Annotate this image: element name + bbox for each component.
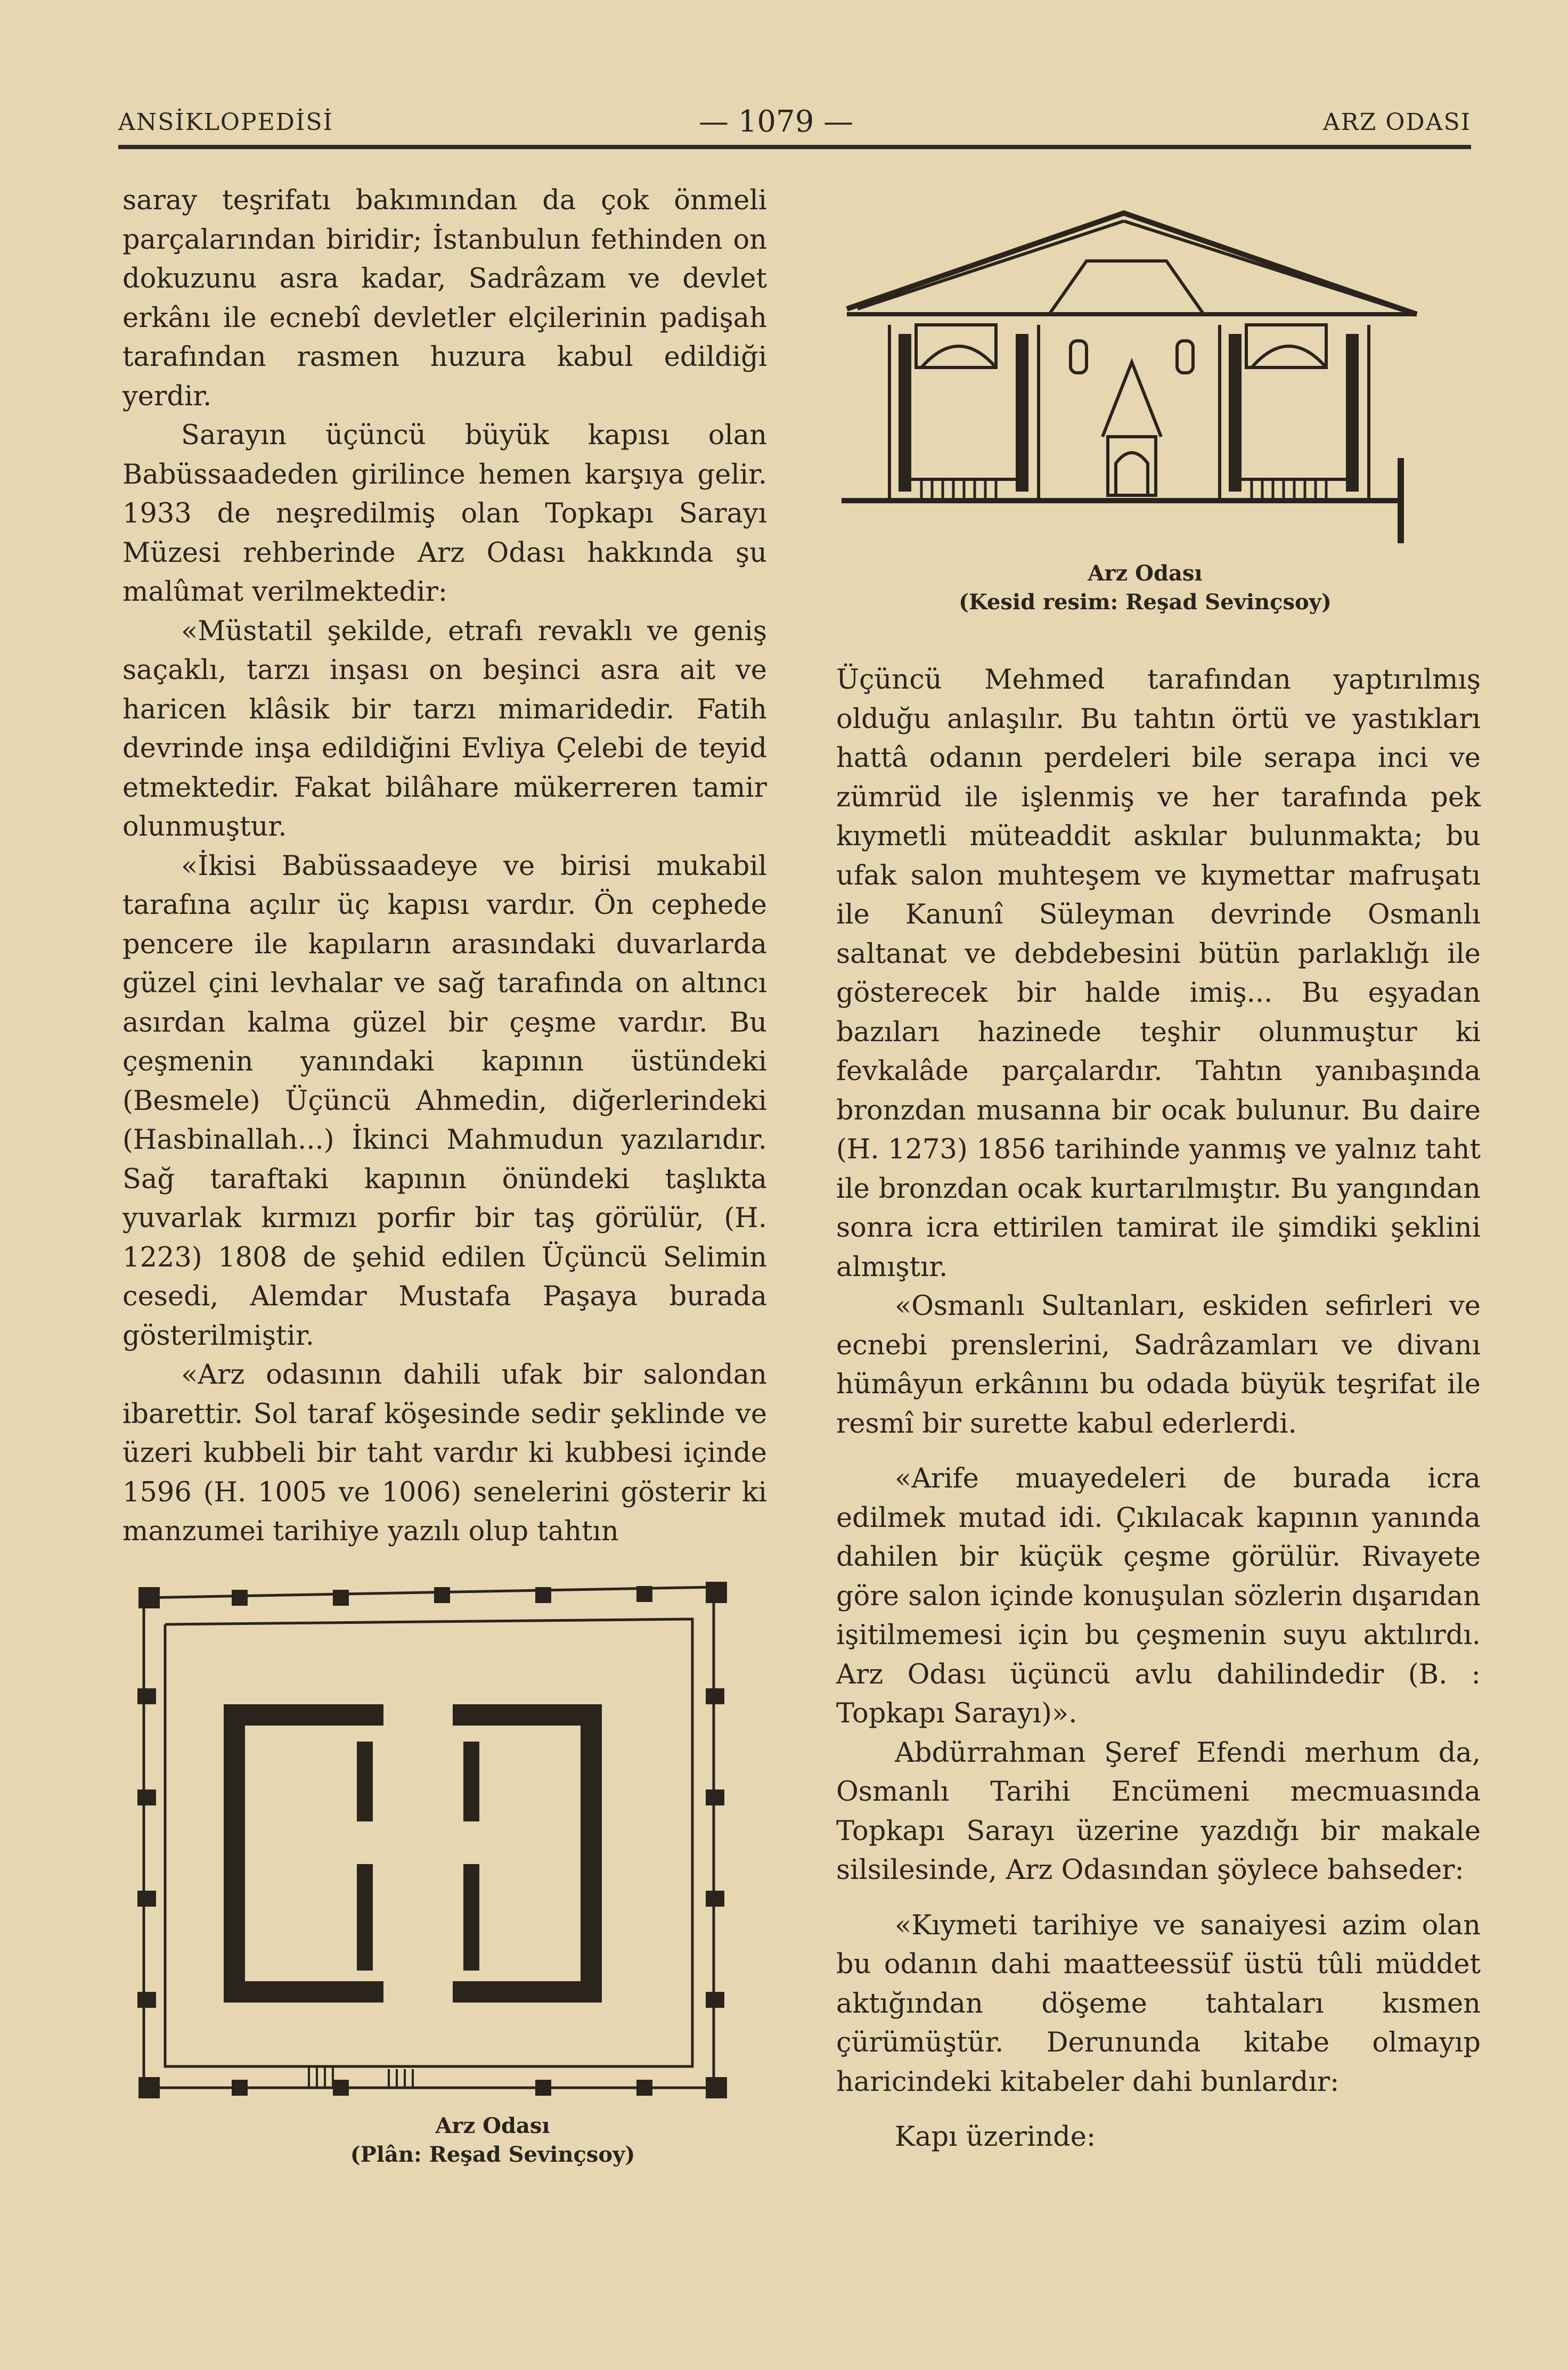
section-drawing-svg	[836, 202, 1438, 549]
paragraph: «İkisi Babüssaadeye ve birisi mukabil tarafına açılır üç kapısı vardır. Ön cephede pencere ile kapıların arasındaki duvarlarda güzel çini levhalar ve sağ tarafında on altıncı asırdan kalma güzel bir çeşme vardır. Bu çeşmenin yanındaki kapının üstündeki (Besmele) Üçüncü Ahmedin, diğerlerindeki (Hasbinallah...) İkinci Mahmudun yazılarıdır. Sağ taraftaki kapının önündeki taşlıkta yuvarlak kırmızı porfir bir taş görülür, (H. 1223) 1808 de şehid edilen Üçüncü Selimin cesedi, Alemdar Mustafa Paşaya burada gösterilmiştir.	[123, 850, 767, 1352]
floor-plan-svg	[133, 1566, 740, 2109]
right-column-text	[836, 660, 1481, 2157]
section-drawing-caption	[836, 559, 1454, 617]
floor-plan-drawing	[133, 1566, 740, 2109]
paragraph: Abdürrahman Şeref Efendi merhum da, Osmanlı Tarihi Encümeni mecmuasında Topkapı Sarayı üzerine yazdığı bir makale silsilesinde, Arz Odasından şöylece bahseder:	[836, 1737, 1481, 1886]
caption-credit: (Kesid resim: Reşad Sevinçsoy)	[959, 590, 1332, 615]
floor-plan-caption	[213, 2112, 772, 2169]
caption-title: Arz Odası	[435, 2113, 550, 2138]
left-column-text	[123, 181, 767, 1551]
header-rule	[118, 145, 1471, 149]
caption-title: Arz Odası	[1088, 561, 1203, 586]
header-encyclopedia-title: ANSİKLOPEDİSİ	[118, 109, 333, 136]
paragraph: saray teşrifatı bakımından da çok önmeli parçalarından biridir; İstanbulun fethinden on dokuzunu asra kadar, Sadrâzam ve devlet erkânı ile ecnebî devletler elçilerinin padişah tarafından rasmen huzura kabul edildiği yerdir.	[123, 185, 767, 412]
header-entry-title: ARZ ODASI	[1322, 109, 1471, 136]
section-drawing	[836, 202, 1438, 549]
paragraph: «Arz odasının dahili ufak bir salondan ibarettir. Sol taraf köşesinde sedir şeklinde ve üzeri kubbeli bir taht vardır ki kubbesi içinde 1596 (H. 1005 ve 1006) senelerini gösterir ki manzumei tarihiye yazılı olup tahtın	[123, 1359, 767, 1547]
paragraph: Üçüncü Mehmed tarafından yaptırılmış olduğu anlaşılır. Bu tahtın örtü ve yastıkları hattâ odanın perdeleri bile serapa inci ve zümrüd ile işlenmiş ve her tarafında pek kıymetli müteaddit askılar bulunmakta; bu ufak salon muhteşem ve kıymettar mafruşatı ile Kanunî Süleyman devrinde Osmanlı saltanat ve debdebesini bütün parlaklığı ile gösterecek bir halde imiş... Bu eşyadan bazıları hazinede teşhir olunmuştur ki fevkalâde parçalardır. Tahtın yanıbaşında bronzdan musanna bir ocak bulunur. Bu daire (H. 1273) 1856 tarihinde yanmış ve yalnız taht ile bronzdan ocak kurtarılmıştır. Bu yangından sonra icra ettirilen tamirat ile şimdiki şeklini almıştır.	[836, 664, 1481, 1283]
page-header	[118, 101, 1471, 144]
paragraph: «Osmanlı Sultanları, eskiden sefirleri ve ecnebi prenslerini, Sadrâzamları ve divanı hümâyun erkânını bu odada büyük teşrifat ile resmî bir surette kabul ederlerdi.	[836, 1290, 1481, 1440]
paragraph: «Kıymeti tarihiye ve sanaiyesi azim olan bu odanın dahi maatteessüf üstü tûli müddet aktığından döşeme tahtaları kısmen çürümüştür. Derununda kitabe olmayıp haricindeki kitabeler dahi bunlardır:	[836, 1909, 1481, 2098]
caption-credit: (Plân: Reşad Sevinçsoy)	[350, 2142, 635, 2167]
page-number: — 1079 —	[699, 104, 854, 139]
paragraph: Kapı üzerinde:	[895, 2121, 1096, 2153]
paragraph: Sarayın üçüncü büyük kapısı olan Babüssaadeden girilince hemen karşıya gelir. 1933 de neşredilmiş olan Topkapı Sarayı Müzesi rehberinde Arz Odası hakkında şu malûmat verilmektedir:	[123, 420, 767, 608]
paragraph: «Arife muayedeleri de burada icra edilmek mutad idi. Çıkılacak kapının yanında dahilen bir küçük çeşme görülür. Rivayete göre salon içinde konuşulan sözlerin dışarıdan işitilmemesi için bu çeşmenin suyu aktılırdı. Arz Odası üçüncü avlu dahilindedir (B. : Topkapı Sarayı)».	[836, 1463, 1481, 1729]
paragraph: «Müstatil şekilde, etrafı revaklı ve geniş saçaklı, tarzı inşası on beşinci asra ait ve haricen klâsik bir tarzı mimaridedir. Fatih devrinde inşa edildiğini Evliya Çelebi de teyid etmektedir. Fakat bilâhare mükerreren tamir olunmuştur.	[123, 615, 767, 843]
